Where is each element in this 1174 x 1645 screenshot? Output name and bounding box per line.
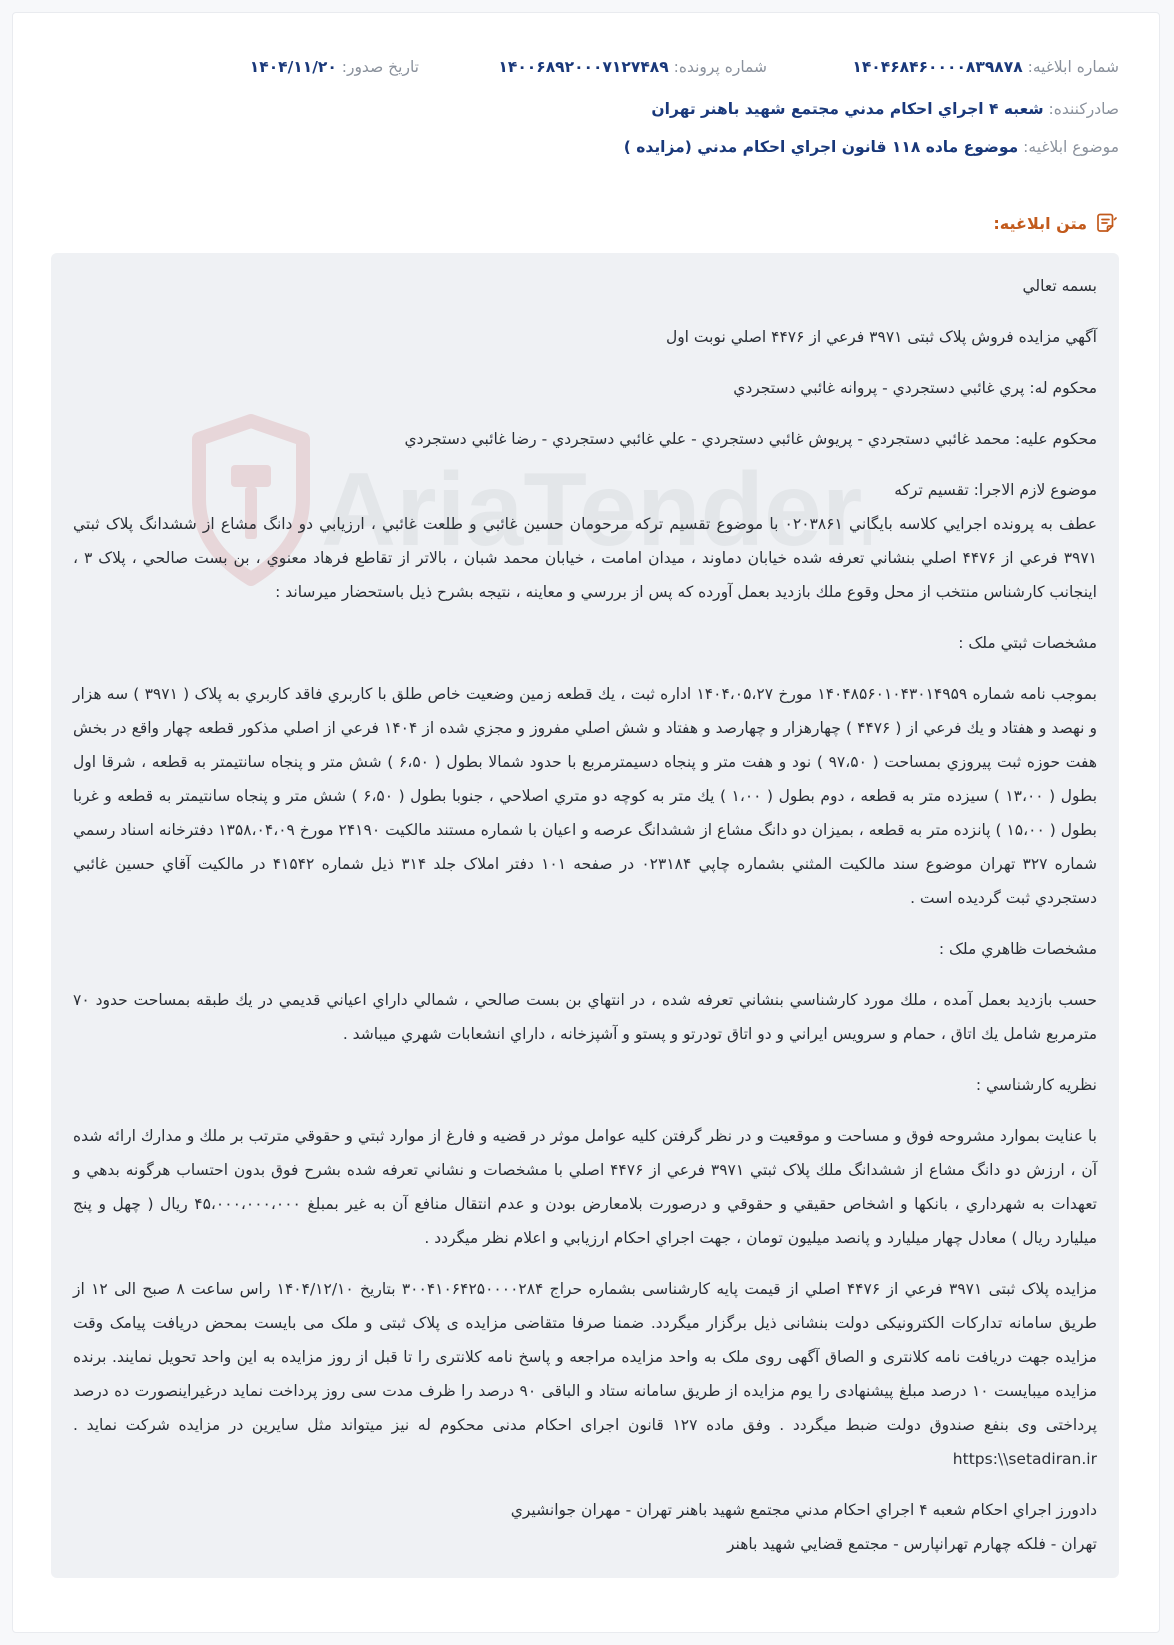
appearance-details: حسب بازديد بعمل آمده ، ملك مورد کارشناسي بنشاني تعرفه شده ، در انتهاي بن بست صالحي ، شمالي داراي اعياني قديمي در يك طبقه بمساحت حدود ۷۰ مترمربع شامل يك اتاق ، حمام و سرويس ايراني و دو اتاق تودرتو و پستو و آشپزخانه ، داراي انشعابات شهري ميباشد . — [73, 991, 1097, 1043]
watermark-text: AriaTender — [321, 452, 857, 568]
subject-label: موضوع ابلاغيه: — [1023, 138, 1119, 156]
notice-number-value: ۱۴۰۴۶۸۴۶۰۰۰۰۸۳۹۸۷۸ — [852, 58, 1023, 76]
registration-details: بموجب نامه شماره ۱۴۰۴۸۵۶۰۱۰۴۳۰۱۴۹۵۹ مورخ ۱۴۰۴،۰۵،۲۷ اداره ثبت ، يك قطعه زمين وضعيت خاص طلق با کاربري فاقد کاربري به پلاک ( ۳۹۷۱ ) سه هزار و نهصد و هفتاد و يك فرعي از ( ۴۴۷۶ ) چهارهزار و چهارصد و هفتاد و شش اصلي مفروز و مجزي شده از ۱۴۰۴ فرعي از اصلي مذکور قطعه چهار واقع در بخش هفت حوزه ثبت پيروزي بمساحت ( ۹۷،۵۰ ) نود و هفت متر و پنجاه دسيمترمربع با حدود شمالا بطول ( ۶،۵۰ ) شش متر و پنجاه سانتيمتر به قطعه ، شرقا اول بطول ( ۱۳،۰۰ ) سيزده متر به قطعه ، دوم بطول ( ۱،۰۰ ) يك متر به کوچه دو متري اصلاحي ، جنوبا بطول ( ۶،۵۰ ) شش متر و پنجاه سانتيمتر به قطعه و غربا بطول ( ۱۵،۰۰ ) پانزده متر به قطعه ، بميزان دو دانگ مشاع از ششدانگ عرصه و اعيان با شماره مستند مالکيت ۲۴۱۹۰ مورخ ۱۳۵۸،۰۴،۰۹ دفترخانه اسناد رسمي شماره ۳۲۷ تهران موضوع سند مالکيت المثني بشماره چاپي ۰۲۳۱۸۴ در صفحه ۱۰۱ دفتر املاک جلد ۳۱۴ ذيل شماره ۴۱۵۴۲ در مالکيت آقاي حسين غائبي دستجردي ثبت گرديده است . — [73, 685, 1098, 907]
salutation: بسمه تعالي — [1022, 277, 1097, 295]
case-number-label: شماره پرونده: — [673, 58, 767, 76]
notice-text-title: متن ابلاغيه: — [993, 213, 1087, 233]
issuer-label: صادرکننده: — [1048, 100, 1119, 118]
setad-url[interactable]: https:\\setadiran.ir — [952, 1450, 1097, 1468]
notice-number — [852, 55, 1119, 79]
auction-title: آگهي مزايده فروش پلاک ثبتی ۳۹۷۱ فرعي از ۴۴۷۶ اصلي نوبت اول — [665, 328, 1097, 346]
bailiff-signature: دادورز اجراي احکام شعبه ۴ اجراي احکام مدني مجتمع شهيد باهنر تهران - مهران جوانشيري — [510, 1501, 1097, 1519]
notice-meta-row — [53, 55, 1119, 79]
expert-intro: عطف به پرونده اجرايي کلاسه بايگاني ۰۲۰۳۸۶۱ با موضوع تقسيم ترکه مرحومان حسين غائبي و طلعت غائبي ، ارزيابي دو دانگ مشاع از ششدانگ پلاک ثبتي ۳۹۷۱ فرعي از ۴۴۷۶ اصلي بنشاني تعرفه شده خيابان دماوند ، ميدان امامت ، خيابان محمد شبان ، بالاتر از تقاطع فرهاد معنوي ، بن بست صالحي ، پلاک ۳ ، اينجانب کارشناس منتخب از محل وقوع ملك بازديد بعمل آورده که پس از بررسي و معاينه ، نتيجه بشرح ذيل باستحضار ميرساند : — [73, 515, 1098, 601]
issue-date-value: ۱۴۰۴/۱۱/۲۰ — [249, 58, 337, 76]
judgment-debtor: محکوم عليه: محمد غائبي دستجردي - پريوش غائبي دستجردي - علي غائبي دستجردي - رضا غائبي دستجردي — [404, 430, 1097, 448]
case-number — [498, 55, 767, 79]
auction-conditions — [73, 1272, 1097, 1476]
document-text-icon — [1095, 211, 1119, 235]
court-address: تهران - فلکه چهارم تهرانپارس - مجتمع قضايي شهيد باهنر — [727, 1535, 1097, 1553]
registration-heading: مشخصات ثبتي ملک : — [958, 634, 1097, 652]
appearance-heading: مشخصات ظاهري ملک : — [938, 940, 1097, 958]
issue-date — [250, 55, 419, 79]
notice-text-heading — [993, 209, 1119, 237]
auction-conditions-text: مزايده پلاک ثبتی ۳۹۷۱ فرعي از ۴۴۷۶ اصلي از قيمت پايه کارشناسی بشماره حراج ۳۰۰۴۱۰۶۴۲۵۰۰۰۰۲۸۴ بتاريخ ۱۴۰۴/۱۲/۱۰ راس ساعت ۸ صبح الی ۱۲ از طريق سامانه تدارکات الکترونيکی دولت بنشانی ذيل برگزار ميگردد. ضمنا صرفا متقاضی مزايده ی پلاک ثبتی و ملک می بايست بمحض دريافت پيامک وقت مزايده جهت دريافت نامه کلانتری و الصاق آگهی روی ملک به واحد مزايده مراجعه و پاسخ نامه کلانتری را تا قبل از روز مزايده به اين واحد تحويل نمايند. برنده مزايده ميبايست ۱۰ درصد مبلغ پيشنهادی را يوم مزايده از طريق سامانه ستاد و الباقی ۹۰ درصد را ظرف مدت سی روز پرداخت نمايد درغيراينصورت ده درصد پرداختی وی بنفع صندوق دولت ضبط ميگردد . وفق ماده ۱۲۷ قانون اجرای احکام مدنی محکوم له نيز ميتواند مثل سايرين در مزايده شرکت نمايد . — [73, 1280, 1098, 1434]
subject-value: موضوع ماده ۱۱۸ قانون اجراي احکام مدني (مزايده ) — [623, 138, 1019, 156]
judgment-creditor: محکوم له: پري غائبي دستجردي - پروانه غائبي دستجردي — [733, 379, 1097, 397]
enforcement-subject: موضوع لازم الاجرا: تقسيم ترکه — [894, 481, 1097, 499]
issuer-row — [53, 97, 1119, 121]
notice-body — [51, 253, 1119, 1578]
expert-opinion: با عنايت بموارد مشروحه فوق و مساحت و موقعيت و در نظر گرفتن کليه عوامل موثر در قضيه و فارغ از موارد ثبتي و حقوقي مترتب بر ملك و مدارك ارائه شده آن ، ارزش دو دانگ مشاع از ششدانگ ملك پلاک ثبتي ۳۹۷۱ فرعي از ۴۴۷۶ اصلي با مشخصات و نشاني تعرفه شده بشرح فوق بدون احتساب هرگونه بدهي و تعهدات به شهرداري ، بانکها و اشخاص حقيقي و حقوقي و درصورت بلامعارض بودن و عدم انتقال منافع آن به غير بمبلغ ۴۵،۰۰۰،۰۰۰،۰۰۰ ريال ( چهل و پنج ميليارد ريال ) معادل چهار ميليارد و پانصد ميليون تومان ، جهت اجراي احکام ارزيابي و اعلام نظر ميگردد . — [73, 1127, 1098, 1247]
case-number-value: ۱۴۰۰۶۸۹۲۰۰۰۷۱۲۷۴۸۹ — [498, 58, 669, 76]
subject-row — [53, 135, 1119, 159]
notice-number-label: شماره ابلاغيه: — [1027, 58, 1119, 76]
notice-page — [12, 12, 1160, 1633]
expert-opinion-heading: نظريه کارشناسي : — [975, 1076, 1097, 1094]
issue-date-label: تاريخ صدور: — [341, 58, 419, 76]
issuer-value: شعبه ۴ اجراي احکام مدني مجتمع شهيد باهنر تهران — [651, 100, 1044, 118]
